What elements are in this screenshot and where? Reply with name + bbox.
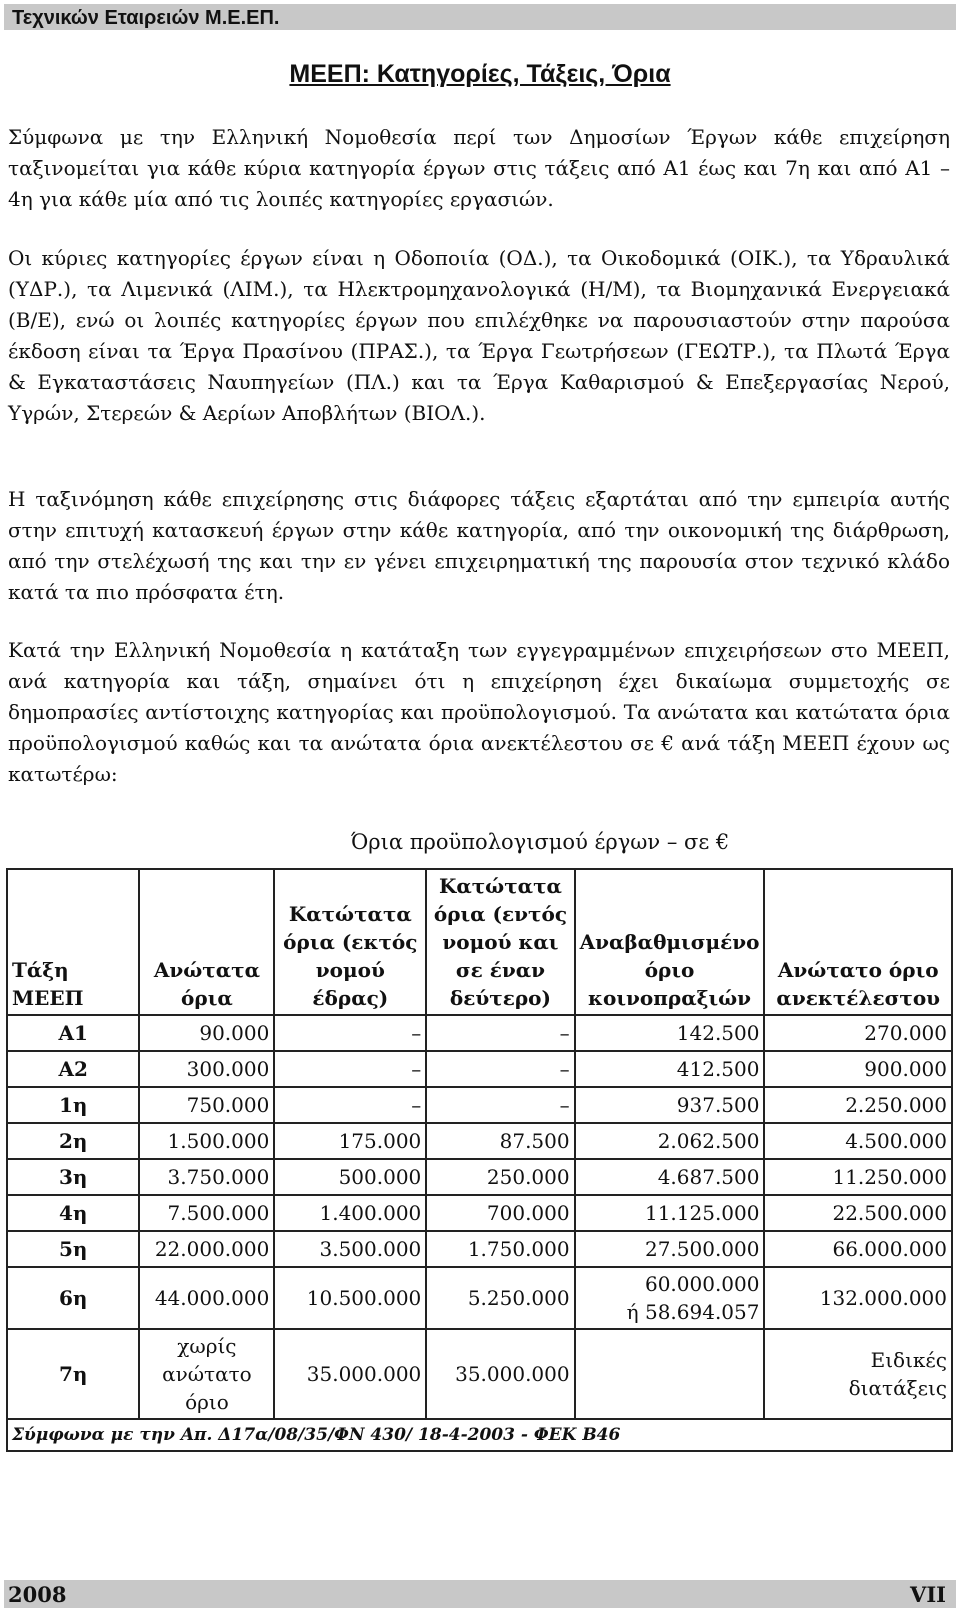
table-cell: 35.000.000 xyxy=(426,1329,574,1419)
table-cell: – xyxy=(426,1087,574,1123)
footer-bar xyxy=(4,1580,956,1608)
header-bar xyxy=(4,4,956,30)
table-cell: 11.125.000 xyxy=(575,1195,765,1231)
table-cell: – xyxy=(426,1051,574,1087)
table-cell: – xyxy=(274,1015,426,1051)
table-row xyxy=(7,1123,952,1159)
table-cell: 6η xyxy=(7,1267,139,1329)
table-cell: 300.000 xyxy=(139,1051,274,1087)
table-cell: 700.000 xyxy=(426,1195,574,1231)
table-cell: 35.000.000 xyxy=(274,1329,426,1419)
header-class: Τάξη ΜΕΕΠ xyxy=(7,869,139,1015)
table-cell: 7η xyxy=(7,1329,139,1419)
table-row xyxy=(7,1015,952,1051)
paragraph-4: Κατά την Ελληνική Νομοθεσία η κατάταξη των εγγεγραμμένων επιχειρήσεων στο ΜΕΕΠ, ανά κατηγορία και τάξη, σημαίνει ότι η επιχείρηση έχει δικαίωμα συμμετοχής σε δημοπρασίες αντίστοιχης κατηγορίας και προϋπολογισμού. Τα ανώτατα και κατώτατα όρια προϋπολογισμού καθώς και τα ανώτατα όρια ανεκτέλεστου σε € ανά τάξη ΜΕΕΠ έχουν ως κατωτέρω: xyxy=(8,638,950,786)
table-header-row xyxy=(7,869,952,1015)
table-row xyxy=(7,1231,952,1267)
page-title: ΜΕΕΠ: Κατηγορίες, Τάξεις, Όρια xyxy=(289,60,671,88)
table-cell: 3.750.000 xyxy=(139,1159,274,1195)
table-cell: Α2 xyxy=(7,1051,139,1087)
table-row xyxy=(7,1087,952,1123)
table-cell: 2η xyxy=(7,1123,139,1159)
table-row xyxy=(7,1329,952,1419)
table-cell: 132.000.000 xyxy=(764,1267,952,1329)
header-backlog: Ανώτατο όριο ανεκτέλεστου xyxy=(764,869,952,1015)
table-cell: 750.000 xyxy=(139,1087,274,1123)
table-cell: – xyxy=(274,1087,426,1123)
table-cell: 1.750.000 xyxy=(426,1231,574,1267)
table-cell: 3η xyxy=(7,1159,139,1195)
table-cell: 270.000 xyxy=(764,1015,952,1051)
upgraded-value-1: 60.000.000 xyxy=(644,1272,760,1296)
table-cell: 22.000.000 xyxy=(139,1231,274,1267)
header-min-outside: Κατώτατα όρια (εκτός νομού έδρας) xyxy=(274,869,426,1015)
upgraded-value-2: ή 58.694.057 xyxy=(626,1300,760,1324)
table-row xyxy=(7,1195,952,1231)
footer-page-number: VII xyxy=(910,1582,946,1607)
table-cell-upgraded-6 xyxy=(575,1267,765,1329)
table-cell: Ειδικές διατάξεις xyxy=(764,1329,952,1419)
table-cell: 1.500.000 xyxy=(139,1123,274,1159)
header-max: Ανώτατα όρια xyxy=(139,869,274,1015)
table-cell: 250.000 xyxy=(426,1159,574,1195)
table-footnote-row xyxy=(7,1419,952,1451)
table-cell: 900.000 xyxy=(764,1051,952,1087)
table-cell: 175.000 xyxy=(274,1123,426,1159)
table-row xyxy=(7,1159,952,1195)
table-cell: 500.000 xyxy=(274,1159,426,1195)
table-cell: 5.250.000 xyxy=(426,1267,574,1329)
table-cell: 44.000.000 xyxy=(139,1267,274,1329)
header-text: Τεχνικών Εταιρειών Μ.Ε.ΕΠ. xyxy=(12,7,280,29)
table-cell: 4.687.500 xyxy=(575,1159,765,1195)
header-upgraded: Αναβαθμισμένο όριο κοινοπραξιών xyxy=(575,869,765,1015)
paragraph-2: Οι κύριες κατηγορίες έργων είναι η Οδοποιία (ΟΔ.), τα Οικοδομικά (ΟΙΚ.), τα Υδραυλικά (ΥΔΡ.), τα Λιμενικά (ΛΙΜ.), τα Ηλεκτρομηχανολογικά (Η/Μ), τα Βιομηχανικά Ενεργειακά (Β/Ε), ενώ οι λοιπές κατηγορίες έργων που επιλέχθηκε να παρουσιαστούν στην παρούσα έκδοση είναι τα Έργα Πρασίνου (ΠΡΑΣ.), τα Έργα Γεωτρήσεων (ΓΕΩΤΡ.), τα Πλωτά Έργα & Εγκαταστάσεις Ναυπηγείων (ΠΛ.) και τα Έργα Καθαρισμού & Επεξεργασίας Νερού, Υγρών, Στερεών & Αερίων Αποβλήτων (ΒΙΟΛ.). xyxy=(8,246,950,425)
table-cell: 937.500 xyxy=(575,1087,765,1123)
table-cell: 22.500.000 xyxy=(764,1195,952,1231)
table-footnote: Σύμφωνα με την Απ. Δ17α/08/35/ΦΝ 430/ 18-4-2003 - ΦΕΚ Β46 xyxy=(7,1419,952,1451)
table-caption: Όρια προϋπολογισμού έργων – σε € xyxy=(350,830,730,854)
table-cell: 142.500 xyxy=(575,1015,765,1051)
table-cell: – xyxy=(274,1051,426,1087)
table-cell xyxy=(575,1329,765,1419)
table-cell: Α1 xyxy=(7,1015,139,1051)
table-cell: 2.250.000 xyxy=(764,1087,952,1123)
footer-year: 2008 xyxy=(8,1582,67,1607)
table-cell: 10.500.000 xyxy=(274,1267,426,1329)
table-cell: 4.500.000 xyxy=(764,1123,952,1159)
table-cell: 3.500.000 xyxy=(274,1231,426,1267)
table-cell: χωρίς ανώτατο όριο xyxy=(139,1329,274,1419)
table-cell: 4η xyxy=(7,1195,139,1231)
header-min-inside: Κατώτατα όρια (εντός νομού και σε έναν δεύτερο) xyxy=(426,869,574,1015)
table-cell: 66.000.000 xyxy=(764,1231,952,1267)
table-cell: 2.062.500 xyxy=(575,1123,765,1159)
table-cell: 87.500 xyxy=(426,1123,574,1159)
table-cell: – xyxy=(426,1015,574,1051)
table-row xyxy=(7,1267,952,1329)
table-cell: 90.000 xyxy=(139,1015,274,1051)
table-cell: 5η xyxy=(7,1231,139,1267)
table-cell: 27.500.000 xyxy=(575,1231,765,1267)
table-cell: 11.250.000 xyxy=(764,1159,952,1195)
table-cell: 7.500.000 xyxy=(139,1195,274,1231)
table-cell: 1η xyxy=(7,1087,139,1123)
paragraph-1: Σύμφωνα με την Ελληνική Νομοθεσία περί των Δημοσίων Έργων κάθε επιχείρηση ταξινομείται για κάθε κύρια κατηγορία έργων στις τάξεις από Α1 έως και 7η και από Α1 – 4η για κάθε μία από τις λοιπές κατηγορίες εργασιών. xyxy=(8,125,950,211)
paragraph-3: Η ταξινόμηση κάθε επιχείρησης στις διάφορες τάξεις εξαρτάται από την εμπειρία αυτής στην επιτυχή κατασκευή έργων στην κάθε κατηγορία, από την οικονομική της διάρθρωση, από την στελέχωσή της και την εν γένει επιχειρηματική της παρουσία στον τεχνικό κλάδο κατά τα πιο πρόσφατα έτη. xyxy=(8,487,950,604)
table-cell: 412.500 xyxy=(575,1051,765,1087)
table-row xyxy=(7,1051,952,1087)
limits-table xyxy=(6,868,953,1452)
table-cell: 1.400.000 xyxy=(274,1195,426,1231)
